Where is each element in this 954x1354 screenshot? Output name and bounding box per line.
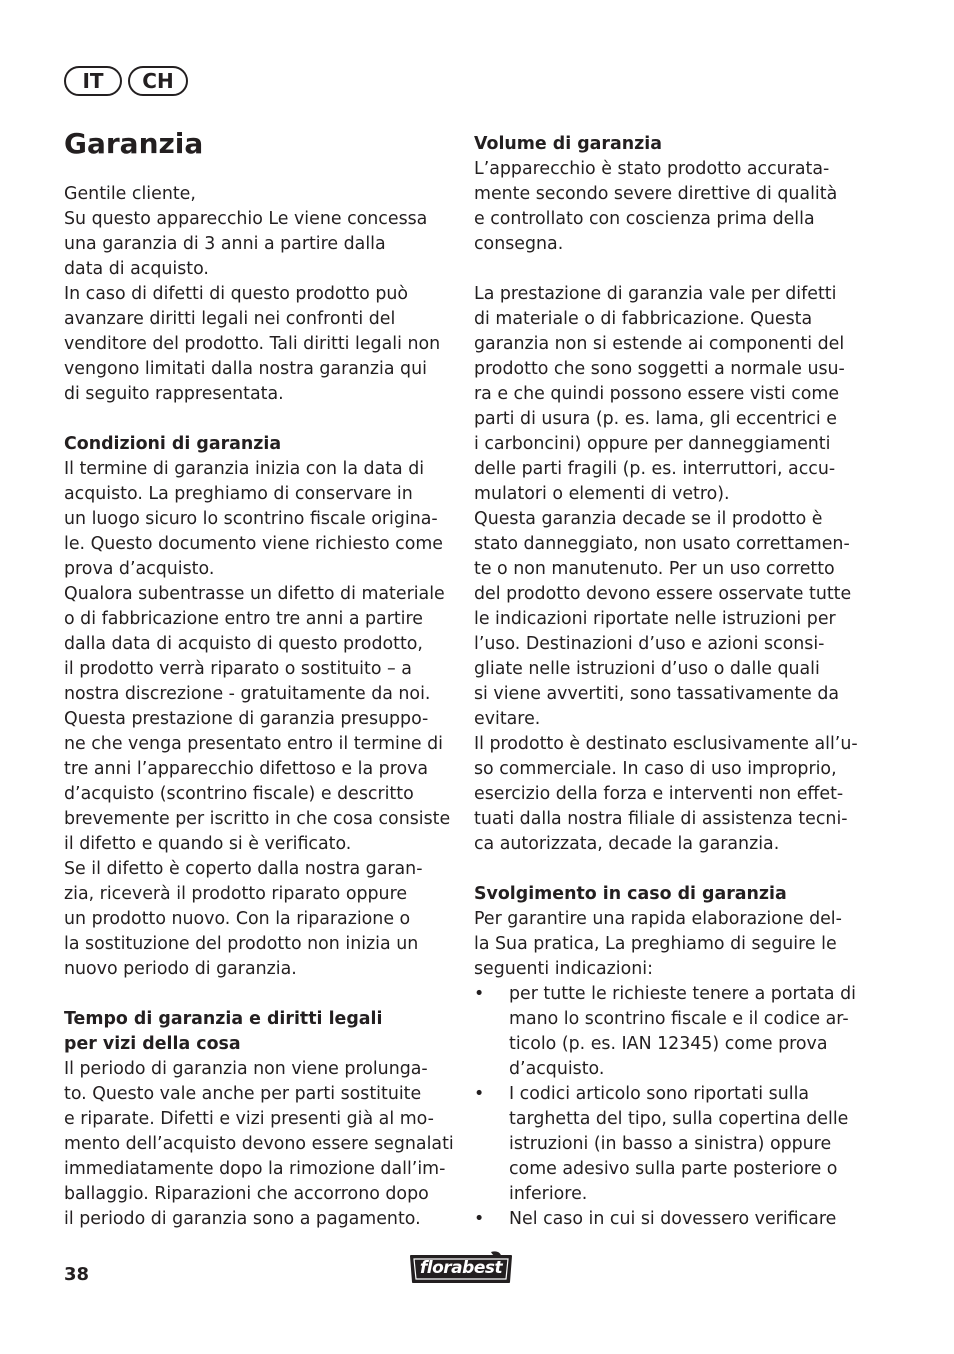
- text-line: come adesivo sulla parte posteriore o: [509, 1159, 838, 1179]
- text-line: targhetta del tipo, sulla copertina delle: [509, 1109, 849, 1129]
- bullet-icon: •: [474, 1209, 485, 1229]
- text-line: prodotto che sono soggetti a normale usu-: [474, 359, 845, 379]
- text-line: consegna.: [474, 234, 564, 254]
- text-line: immediatamente dopo la rimozione dall’im-: [64, 1159, 446, 1179]
- bullet-icon: •: [474, 1084, 485, 1104]
- text-line: il difetto e quando si è verificato.: [64, 834, 352, 854]
- text-line: Se il difetto è coperto dalla nostra garan-: [64, 859, 423, 879]
- procedure-bullet-list: [474, 982, 864, 1232]
- warranty-time-paragraph: [64, 1057, 456, 1232]
- bullet-icon: •: [474, 984, 485, 1004]
- page-number: 38: [64, 1264, 90, 1285]
- text-line: la Sua pratica, La preghiamo di seguire le: [474, 934, 837, 954]
- text-line: ra e che quindi possono essere visti come: [474, 384, 840, 404]
- volume-paragraph: [474, 157, 864, 257]
- text-line: il prodotto verrà riparato o sostituito – a: [64, 659, 412, 679]
- text-line: Gentile cliente,: [64, 184, 196, 204]
- text-line: ne che venga presentato entro il termine di: [64, 734, 443, 754]
- text-line: vengono limitati dalla nostra garanzia qui: [64, 359, 427, 379]
- text-line: prova d’acquisto.: [64, 559, 215, 579]
- text-line: brevemente per iscritto in che cosa consiste: [64, 809, 451, 829]
- text-line: mente secondo severe direttive di qualità: [474, 184, 838, 204]
- text-line: acquisto. La preghiamo di conservare in: [64, 484, 413, 504]
- text-line: l’uso. Destinazioni d’uso e azioni sconsi-: [474, 634, 825, 654]
- text-line: Il prodotto è destinato esclusivamente all’u-: [474, 734, 858, 754]
- text-line: Su questo apparecchio Le viene concessa: [64, 209, 428, 229]
- procedure-paragraph: [474, 907, 864, 982]
- page-title: Garanzia: [64, 127, 204, 160]
- bullet-text: [509, 1207, 836, 1232]
- language-badge-ch: CH: [128, 66, 188, 96]
- text-line: si viene avvertiti, sono tassativamente da: [474, 684, 840, 704]
- text-line: le indicazioni riportate nelle istruzioni per: [474, 609, 836, 629]
- text-line: tuati dalla nostra filiale di assistenza tecni-: [474, 809, 848, 829]
- text-line: per vizi della cosa: [64, 1034, 241, 1054]
- bullet-text: [509, 982, 856, 1082]
- text-line: il periodo di garanzia sono a pagamento.: [64, 1209, 421, 1229]
- bullet-item: [474, 982, 864, 1082]
- text-line: ca autorizzata, decade la garanzia.: [474, 834, 780, 854]
- text-line: avanzare diritti legali nei confronti del: [64, 309, 396, 329]
- text-line: L’apparecchio è stato prodotto accurata-: [474, 159, 830, 179]
- text-line: e controllato con coscienza prima della: [474, 209, 815, 229]
- text-line: di materiale o di fabbricazione. Questa: [474, 309, 813, 329]
- text-line: e riparate. Difetti e vizi presenti già al mo-: [64, 1109, 434, 1129]
- text-line: d’acquisto.: [509, 1059, 605, 1079]
- text-line: seguenti indicazioni:: [474, 959, 653, 979]
- text-line: nostra discrezione - gratuitamente da noi.: [64, 684, 431, 704]
- text-line: la sostituzione del prodotto non inizia un: [64, 934, 419, 954]
- text-line: o di fabbricazione entro tre anni a partire: [64, 609, 423, 629]
- text-line: un prodotto nuovo. Con la riparazione o: [64, 909, 411, 929]
- florabest-logo: [407, 1250, 515, 1286]
- text-line: data di acquisto.: [64, 259, 209, 279]
- conditions-heading: Condizioni di garanzia: [64, 434, 282, 454]
- procedure-heading: Svolgimento in caso di garanzia: [474, 884, 787, 904]
- text-line: garanzia non si estende ai componenti del: [474, 334, 845, 354]
- warranty-time-heading: [64, 1007, 456, 1057]
- volume-heading: Volume di garanzia: [474, 134, 662, 154]
- language-badge-it: IT: [64, 66, 122, 96]
- text-line: ballaggio. Riparazioni che accorrono dopo: [64, 1184, 429, 1204]
- text-line: le. Questo documento viene richiesto come: [64, 534, 444, 554]
- text-line: dalla data di acquisto di questo prodotto,: [64, 634, 423, 654]
- text-line: te o non manutenuto. Per un uso corretto: [474, 559, 835, 579]
- text-line: La prestazione di garanzia vale per difetti: [474, 284, 837, 304]
- right-column: [474, 132, 864, 1232]
- text-line: Per garantire una rapida elaborazione del-: [474, 909, 842, 929]
- text-line: Qualora subentrasse un difetto di materiale: [64, 584, 445, 604]
- text-line: delle parti fragili (p. es. interruttori, accu-: [474, 459, 836, 479]
- text-line: I codici articolo sono riportati sulla: [509, 1084, 810, 1104]
- text-line: mulatori o elementi di vetro).: [474, 484, 730, 504]
- bullet-item: [474, 1082, 864, 1207]
- text-line: to. Questo vale anche per parti sostituite: [64, 1084, 422, 1104]
- left-column: [64, 182, 456, 1232]
- conditions-paragraph: [64, 457, 456, 982]
- bullet-item: [474, 1207, 864, 1232]
- logo-wordmark: florabest: [419, 1258, 503, 1278]
- text-line: per tutte le richieste tenere a portata di: [509, 984, 856, 1004]
- text-line: i carboncini) oppure per danneggiamenti: [474, 434, 831, 454]
- text-line: zia, riceverà il prodotto riparato oppure: [64, 884, 408, 904]
- text-line: mento dell’acquisto devono essere segnalati: [64, 1134, 454, 1154]
- coverage-paragraph: [474, 282, 864, 857]
- text-line: gliate nelle istruzioni d’uso o dalle quali: [474, 659, 820, 679]
- text-line: nuovo periodo di garanzia.: [64, 959, 297, 979]
- text-line: di seguito rappresentata.: [64, 384, 284, 404]
- text-line: parti di usura (p. es. lama, gli eccentrici e: [474, 409, 837, 429]
- text-line: del prodotto devono essere osservate tutte: [474, 584, 852, 604]
- text-line: d’acquisto (scontrino fiscale) e descritto: [64, 784, 414, 804]
- text-line: In caso di difetti di questo prodotto può: [64, 284, 409, 304]
- text-line: ticolo (p. es. IAN 12345) come prova: [509, 1034, 828, 1054]
- text-line: stato danneggiato, non usato correttamen-: [474, 534, 850, 554]
- text-line: Il periodo di garanzia non viene prolunga-: [64, 1059, 428, 1079]
- bullet-text: [509, 1082, 848, 1207]
- intro-paragraph: [64, 182, 456, 407]
- text-line: venditore del prodotto. Tali diritti legali non: [64, 334, 441, 354]
- text-line: Questa prestazione di garanzia presuppo-: [64, 709, 429, 729]
- text-line: Il termine di garanzia inizia con la data di: [64, 459, 425, 479]
- text-line: Questa garanzia decade se il prodotto è: [474, 509, 823, 529]
- text-line: esercizio della forza e interventi non effet-: [474, 784, 844, 804]
- text-line: istruzioni (in basso a sinistra) oppure: [509, 1134, 832, 1154]
- text-line: tre anni l’apparecchio difettoso e la prova: [64, 759, 429, 779]
- text-line: mano lo scontrino fiscale e il codice ar-: [509, 1009, 849, 1029]
- text-line: Nel caso in cui si dovessero verificare: [509, 1209, 837, 1229]
- text-line: Tempo di garanzia e diritti legali: [64, 1009, 383, 1029]
- text-line: inferiore.: [509, 1184, 588, 1204]
- text-line: so commerciale. In caso di uso improprio,: [474, 759, 837, 779]
- text-line: un luogo sicuro lo scontrino fiscale origina-: [64, 509, 438, 529]
- text-line: una garanzia di 3 anni a partire dalla: [64, 234, 386, 254]
- text-line: evitare.: [474, 709, 541, 729]
